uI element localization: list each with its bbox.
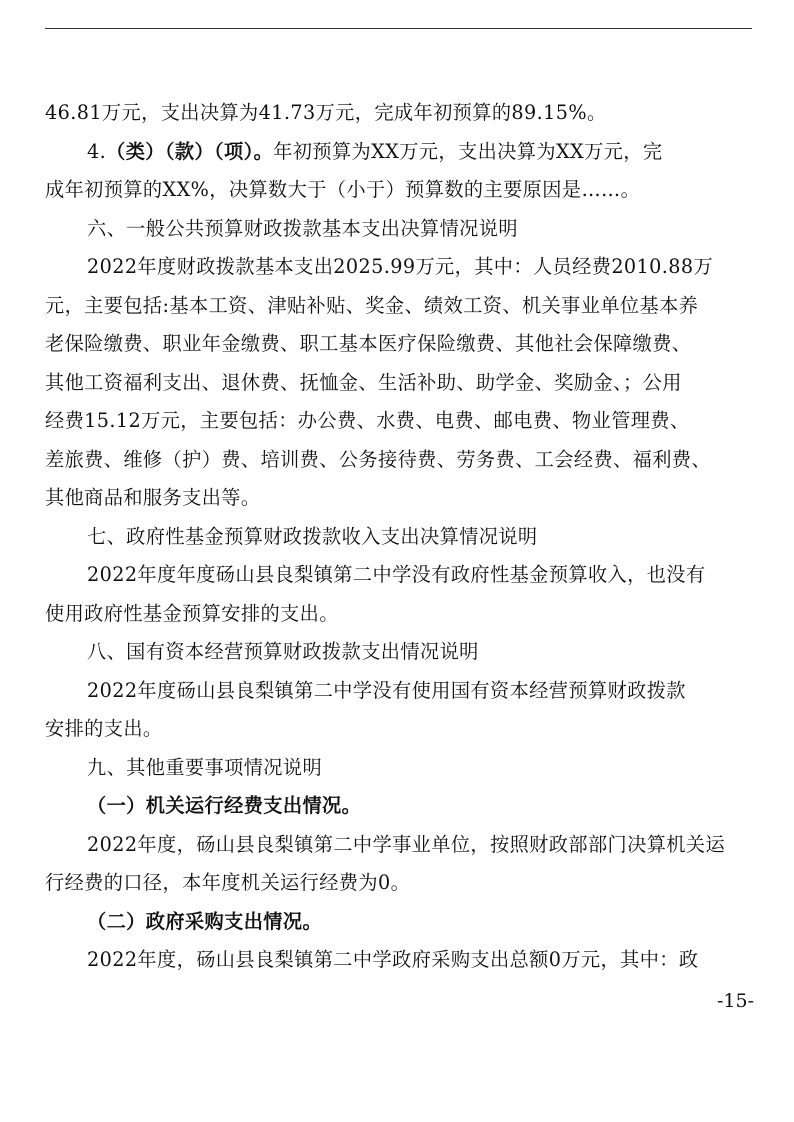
page-number: -15- [716,990,754,1012]
body-line: 使用政府性基金预算安排的支出。 [45,601,339,625]
body-line: 老保险缴费、职业年金缴费、职工基本医疗保险缴费、其他社会保障缴费、 [45,332,692,355]
item-number: 4. [87,139,107,163]
body-line: 差旅费、维修（护）费、培训费、公务接待费、劳务费、工会经费、福利费、 [45,447,711,471]
subsection-heading-1: （一）机关运行经费支出情况。 [87,794,362,817]
section-heading-8: 八、国有资本经营预算财政拨款支出情况说明 [87,640,479,663]
body-line: 46.81万元，支出决算为41.73万元，完成年初预算的89.15%。 [45,101,607,124]
document-body [45,94,752,980]
body-line: 行经费的口径，本年度机关运行经费为0。 [45,871,411,894]
item-4-line [45,133,752,172]
header-rule [45,28,752,29]
item-text: 年初预算为XX万元，支出决算为XX万元，完 [273,139,663,163]
body-line: 2022年度财政拨款基本支出2025.99万元，其中：人员经费2010.88万 [87,255,714,278]
body-line: 成年初预算的XX%，决算数大于（小于）预算数的主要原因是……。 [45,178,641,201]
body-line: 安排的支出。 [45,717,163,740]
body-line: 其他商品和服务支出等。 [45,486,261,509]
section-heading-7: 七、政府性基金预算财政拨款收入支出决算情况说明 [87,524,538,548]
body-line: 2022年度砀山县良梨镇第二中学没有使用国有资本经营预算财政拨款 [87,678,686,702]
body-line: 2022年度年度砀山县良梨镇第二中学没有政府性基金预算收入，也没有 [87,563,706,586]
body-line: 2022年度，砀山县良梨镇第二中学政府采购支出总额0万元，其中：政 [87,948,699,971]
body-line: 其他工资福利支出、退休费、抚恤金、生活补助、助学金、奖励金、；公用 [45,370,682,394]
subsection-heading-2: （二）政府采购支出情况。 [87,909,323,933]
section-heading-6: 六、一般公共预算财政拨款基本支出决算情况说明 [87,216,518,240]
body-line: 元，主要包括:基本工资、津贴补贴、奖金、绩效工资、机关事业单位基本养 [45,293,699,317]
body-line: 2022年度，砀山县良梨镇第二中学事业单位，按照财政部部门决算机关运 [87,832,726,856]
body-line: 经费15.12万元，主要包括：办公费、水费、电费、邮电费、物业管理费、 [45,409,690,432]
item-category-bold: （类）（款）（项）。 [106,139,274,163]
section-heading-9: 九、其他重要事项情况说明 [87,755,323,779]
